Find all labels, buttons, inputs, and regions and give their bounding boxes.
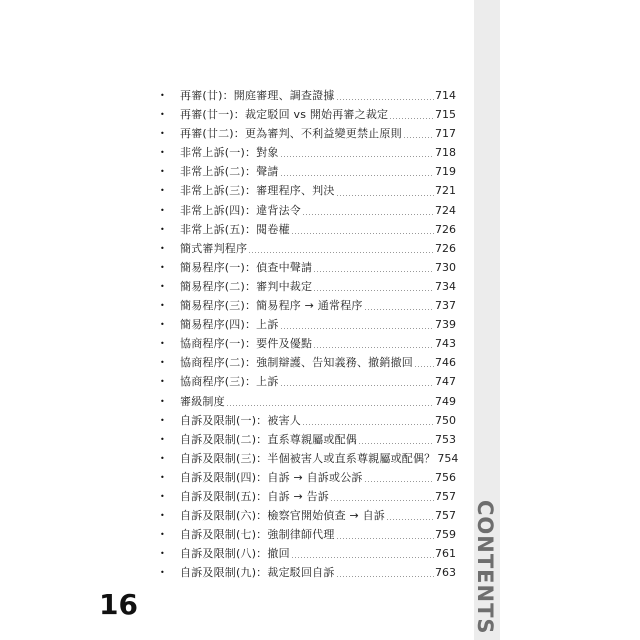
toc-entry (160, 353, 456, 372)
dot-leader (403, 137, 434, 138)
dot-leader (302, 424, 434, 425)
toc-entry-title: 自訴及限制(九)：裁定駁回自訴 (180, 566, 335, 580)
toc-entry-page: 734 (435, 279, 456, 293)
toc-entry-page: 754 (437, 451, 459, 465)
toc-entry-title: 簡易程序(三)：簡易程序 → 通常程序 (180, 299, 363, 313)
toc-entry-title: 審級制度 (180, 394, 225, 408)
bullet-icon: • (160, 320, 165, 330)
bullet-icon: • (160, 511, 165, 521)
bullet-icon: • (160, 377, 165, 387)
bullet-icon: • (160, 415, 165, 425)
toc-entry-page: 747 (435, 375, 456, 389)
toc-entry (160, 239, 456, 258)
toc-entry-page: 757 (435, 509, 456, 523)
dot-leader (280, 328, 434, 329)
bullet-icon: • (160, 167, 165, 177)
page-number: 16 (99, 588, 138, 621)
toc-entry-page: 717 (435, 127, 456, 141)
dot-leader (313, 347, 434, 348)
dot-leader (364, 481, 434, 482)
toc-entry-title: 再審(廿二)：更為審判、不利益變更禁止原則 (180, 127, 402, 141)
dot-leader (336, 195, 434, 196)
bullet-icon: • (160, 205, 165, 215)
bullet-icon: • (160, 129, 165, 139)
dot-leader (336, 99, 434, 100)
toc-entry (160, 181, 456, 200)
toc-entry (160, 105, 456, 124)
bullet-icon: • (160, 568, 165, 578)
bullet-icon: • (160, 148, 165, 158)
toc-entry (160, 220, 456, 239)
toc-entry-title: 簡易程序(一)：偵查中聲請 (180, 260, 313, 274)
toc-entry-page: 724 (435, 203, 456, 217)
bullet-icon: • (160, 91, 165, 100)
bullet-icon: • (160, 358, 165, 368)
dot-leader (336, 576, 434, 577)
bullet-icon: • (160, 530, 165, 540)
toc-entry-page: 719 (435, 165, 456, 179)
toc-entry-title: 協商程序(二)：強制辯護、告知義務、撤銷撤回 (180, 356, 413, 370)
toc-entry-title: 自訴及限制(三)：半個被害人或直系尊親屬或配偶？ (180, 451, 436, 465)
toc-entry (160, 124, 456, 143)
toc-entry (160, 468, 456, 487)
dot-leader (302, 214, 434, 215)
toc-entry-title: 協商程序(三)：上訴 (180, 375, 279, 389)
dot-leader (313, 271, 434, 272)
toc-entry (160, 315, 456, 334)
toc-entry (160, 544, 456, 563)
toc-entry-title: 非常上訴(一)：對象 (180, 146, 279, 160)
toc-entry (160, 143, 456, 162)
toc-entry (160, 449, 459, 468)
toc-entry-title: 簡易程序(四)：上訴 (180, 318, 279, 332)
bullet-icon: • (160, 110, 165, 120)
toc-entry-title: 自訴及限制(二)：直系尊親屬或配偶 (180, 432, 357, 446)
toc-entry-title: 非常上訴(三)：審理程序、判決 (180, 184, 335, 198)
toc-entry (160, 487, 456, 506)
bullet-icon: • (160, 186, 165, 196)
bullet-icon: • (160, 339, 165, 349)
dot-leader (226, 405, 434, 406)
toc-entry (160, 258, 456, 277)
toc-entry-page: 746 (435, 356, 456, 370)
toc-entry-title: 自訴及限制(五)：自訴 → 告訴 (180, 489, 329, 503)
dot-leader (291, 233, 434, 234)
toc-entry (160, 372, 456, 391)
toc-entry (160, 506, 456, 525)
toc-entry-title: 自訴及限制(八)：撤回 (180, 547, 290, 561)
toc-entry-page: 757 (435, 489, 456, 503)
bullet-icon: • (160, 434, 165, 444)
dot-leader (280, 156, 434, 157)
toc-entry-page: 749 (435, 394, 456, 408)
toc-entry-page: 743 (435, 337, 456, 351)
dot-leader (280, 175, 434, 176)
toc-entry-title: 自訴及限制(一)：被害人 (180, 413, 301, 427)
toc-entry (160, 430, 456, 449)
dot-leader (248, 252, 434, 253)
toc-entry-title: 非常上訴(四)：違背法令 (180, 203, 301, 217)
table-of-contents (160, 86, 459, 582)
toc-entry (160, 563, 456, 582)
bullet-icon: • (160, 453, 165, 463)
toc-entry-page: 761 (435, 547, 456, 561)
dot-leader (280, 385, 434, 386)
dot-leader (313, 290, 434, 291)
toc-entry-title: 協商程序(一)：要件及優點 (180, 337, 313, 351)
toc-entry (160, 201, 456, 220)
toc-entry (160, 86, 456, 105)
toc-entry-title: 簡式審判程序 (180, 241, 248, 255)
bullet-icon: • (160, 396, 165, 406)
toc-entry-page: 737 (435, 299, 456, 313)
toc-entry-page: 756 (435, 470, 456, 484)
dot-leader (336, 538, 434, 539)
toc-entry-page: 739 (435, 318, 456, 332)
dot-leader (358, 443, 434, 444)
toc-entry-page: 714 (435, 89, 456, 102)
dot-leader (364, 309, 434, 310)
dot-leader (330, 500, 434, 501)
bullet-icon: • (160, 549, 165, 559)
toc-entry-page: 715 (435, 108, 456, 122)
toc-entry-page: 750 (435, 413, 456, 427)
toc-entry-title: 非常上訴(五)：閱卷權 (180, 222, 290, 236)
toc-entry (160, 411, 456, 430)
toc-entry-title: 自訴及限制(四)：自訴 → 自訴或公訴 (180, 470, 363, 484)
bullet-icon: • (160, 472, 165, 482)
toc-entry (160, 525, 456, 544)
toc-entry (160, 334, 456, 353)
dot-leader (291, 557, 434, 558)
dot-leader (386, 519, 434, 520)
toc-entry-page: 721 (435, 184, 456, 198)
dot-leader (389, 118, 434, 119)
toc-entry (160, 162, 456, 181)
toc-entry-title: 再審(廿一)：裁定駁回 vs 開始再審之裁定 (180, 108, 389, 122)
toc-entry-page: 718 (435, 146, 456, 160)
toc-entry-title: 非常上訴(二)：聲請 (180, 165, 279, 179)
toc-entry-page: 763 (435, 566, 456, 580)
dot-leader (414, 366, 434, 367)
toc-entry-title: 簡易程序(二)：審判中裁定 (180, 279, 313, 293)
toc-entry-page: 753 (435, 432, 456, 446)
bullet-icon: • (160, 281, 165, 291)
bullet-icon: • (160, 491, 165, 501)
toc-entry (160, 296, 456, 315)
toc-entry-page: 730 (435, 260, 456, 274)
toc-entry-page: 726 (435, 222, 456, 236)
toc-entry-title: 再審(廿)：開庭審理、調查證據 (180, 89, 335, 102)
contents-label: CONTENTS (473, 500, 497, 635)
toc-entry (160, 392, 456, 411)
bullet-icon: • (160, 262, 165, 272)
toc-entry-page: 726 (435, 241, 456, 255)
toc-entry-page: 759 (435, 528, 456, 542)
bullet-icon: • (160, 224, 165, 234)
toc-entry-title: 自訴及限制(七)：強制律師代理 (180, 528, 335, 542)
bullet-icon: • (160, 243, 165, 253)
toc-entry-title: 自訴及限制(六)：檢察官開始偵查 → 自訴 (180, 509, 385, 523)
bullet-icon: • (160, 301, 165, 311)
toc-entry (160, 277, 456, 296)
